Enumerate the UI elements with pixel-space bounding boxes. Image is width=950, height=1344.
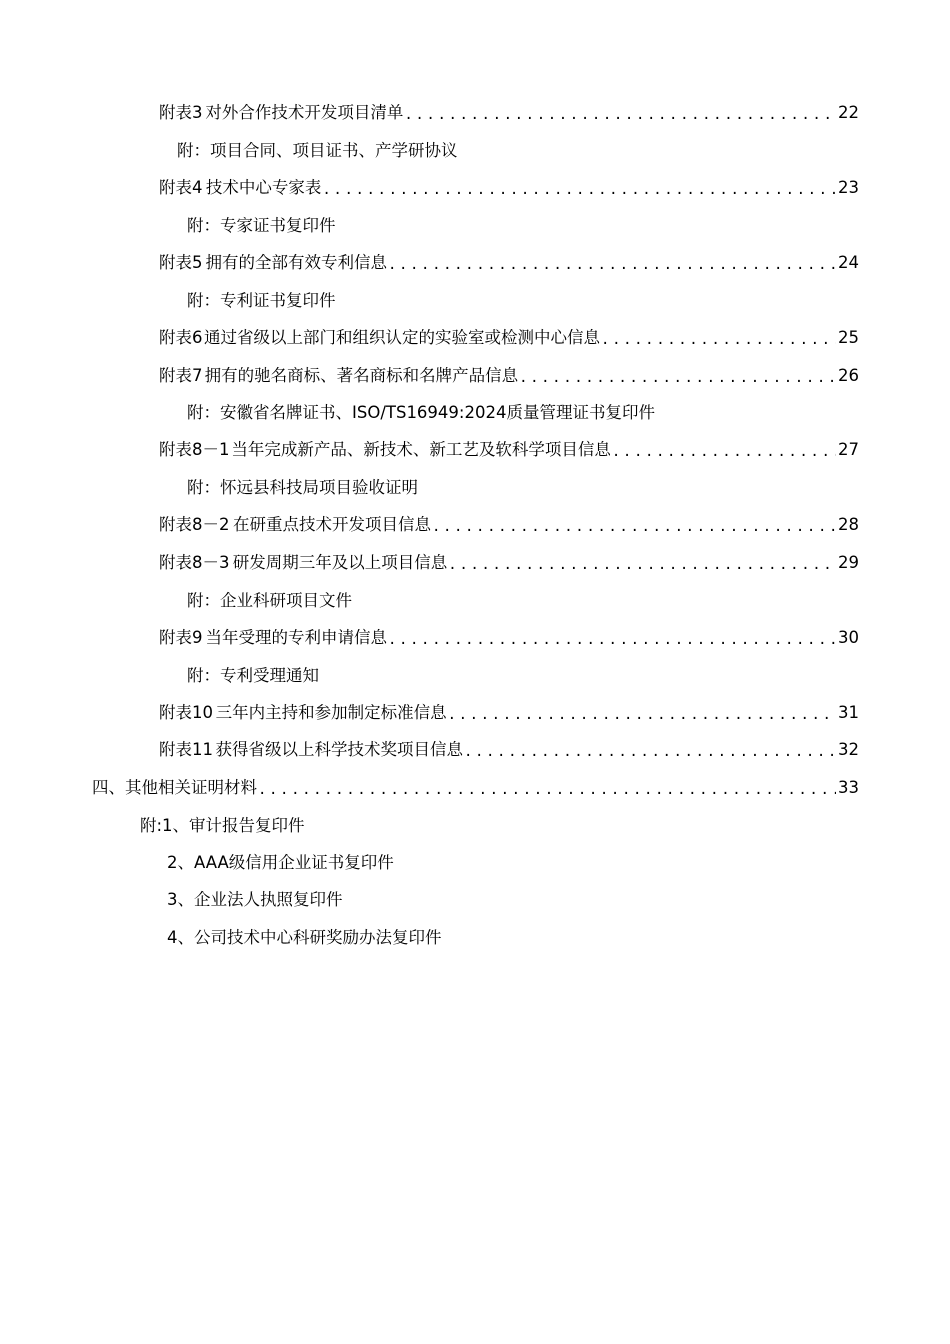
- toc-entry-title: 当年受理的专利申请信息: [205, 628, 387, 647]
- toc-page-number: 23: [838, 178, 859, 197]
- toc-entry: [159, 325, 859, 351]
- toc-page-number: 33: [838, 778, 859, 797]
- toc-entry-title: 拥有的全部有效专利信息: [205, 253, 387, 272]
- toc-leader-dots: [448, 554, 836, 576]
- toc-entry: [159, 175, 859, 201]
- toc-entry-title: 通过省级以上部门和组织认定的实验室或检测中心信息: [204, 328, 601, 347]
- toc-page-number: 32: [838, 740, 859, 759]
- toc-leader-dots: [464, 741, 836, 763]
- toc-entry: [159, 363, 859, 389]
- toc-leader-dots: [258, 779, 836, 801]
- toc-page-number: 30: [838, 628, 859, 647]
- toc-leader-dots: [388, 629, 836, 651]
- toc-attachment-note: 附：怀远县科技局项目验收证明: [187, 478, 418, 497]
- toc-page-number: 22: [838, 103, 859, 122]
- toc-entry-label: 附表4: [159, 178, 203, 197]
- toc-entry-label: 附表9: [159, 628, 203, 647]
- toc-entry-label: 附表11: [159, 740, 213, 759]
- toc-attachment-note: 2、AAA级信用企业证书复印件: [167, 853, 394, 872]
- toc-leader-dots: [448, 704, 836, 726]
- toc-entry-title: 获得省级以上科学技术奖项目信息: [215, 740, 463, 759]
- toc-attachment-note: 附：专利证书复印件: [187, 291, 336, 310]
- toc-page-number: 28: [838, 515, 859, 534]
- toc-attachment-note: 附：安徽省名牌证书、ISO/TS16949:2024质量管理证书复印件: [187, 403, 655, 422]
- toc-leader-dots: [404, 104, 836, 126]
- toc-page-number: 27: [838, 440, 859, 459]
- toc-entry-label: 附表6: [159, 328, 203, 347]
- toc-entry-title: 三年内主持和参加制定标准信息: [215, 703, 447, 722]
- toc-attachment-note: 附：专家证书复印件: [187, 216, 336, 235]
- toc-attachment-note: 附：专利受理通知: [187, 666, 319, 685]
- toc-page-number: 26: [838, 366, 859, 385]
- toc-entry-label: 附表10: [159, 703, 213, 722]
- toc-page-number: 24: [838, 253, 859, 272]
- toc-entry-title: 技术中心专家表: [205, 178, 322, 197]
- toc-entry: [159, 550, 859, 576]
- toc-leader-dots: [322, 179, 836, 201]
- toc-leader-dots: [612, 441, 836, 463]
- toc-leader-dots: [432, 516, 836, 538]
- toc-section-entry: [92, 775, 859, 801]
- toc-entry-label: 附表5: [159, 253, 203, 272]
- toc-entry: [159, 512, 859, 538]
- toc-entry: [159, 625, 859, 651]
- toc-page-number: 25: [838, 328, 859, 347]
- toc-section-title: 四、其他相关证明材料: [92, 778, 257, 797]
- toc-attachment-note: 附:1、审计报告复印件: [140, 816, 305, 835]
- toc-entry: [159, 437, 859, 463]
- toc-attachment-note: 3、企业法人执照复印件: [167, 890, 343, 909]
- toc-entry-title: 当年完成新产品、新技术、新工艺及软科学项目信息: [231, 440, 611, 459]
- toc-page-number: 29: [838, 553, 859, 572]
- toc-page-number: 31: [838, 703, 859, 722]
- toc-leader-dots: [519, 367, 836, 389]
- toc-entry-label: 附表8－3: [159, 553, 230, 572]
- toc-entry-title: 研发周期三年及以上项目信息: [232, 553, 448, 572]
- toc-attachment-note: 附：企业科研项目文件: [187, 591, 352, 610]
- toc-entry-label: 附表3: [159, 103, 203, 122]
- toc-leader-dots: [601, 329, 836, 351]
- toc-entry-label: 附表7: [159, 366, 203, 385]
- toc-entry: [159, 250, 859, 276]
- toc-entry-title: 拥有的驰名商标、著名商标和名牌产品信息: [204, 366, 519, 385]
- toc-entry-title: 对外合作技术开发项目清单: [205, 103, 404, 122]
- toc-leader-dots: [388, 254, 836, 276]
- toc-entry-title: 在研重点技术开发项目信息: [232, 515, 431, 534]
- toc-entry-label: 附表8－1: [159, 440, 230, 459]
- toc-attachment-note: 附：项目合同、项目证书、产学研协议: [177, 141, 458, 160]
- toc-entry-label: 附表8－2: [159, 515, 230, 534]
- toc-entry: [159, 700, 859, 726]
- toc-attachment-note: 4、公司技术中心科研奖励办法复印件: [167, 928, 442, 947]
- toc-entry: [159, 100, 859, 126]
- toc-entry: [159, 737, 859, 763]
